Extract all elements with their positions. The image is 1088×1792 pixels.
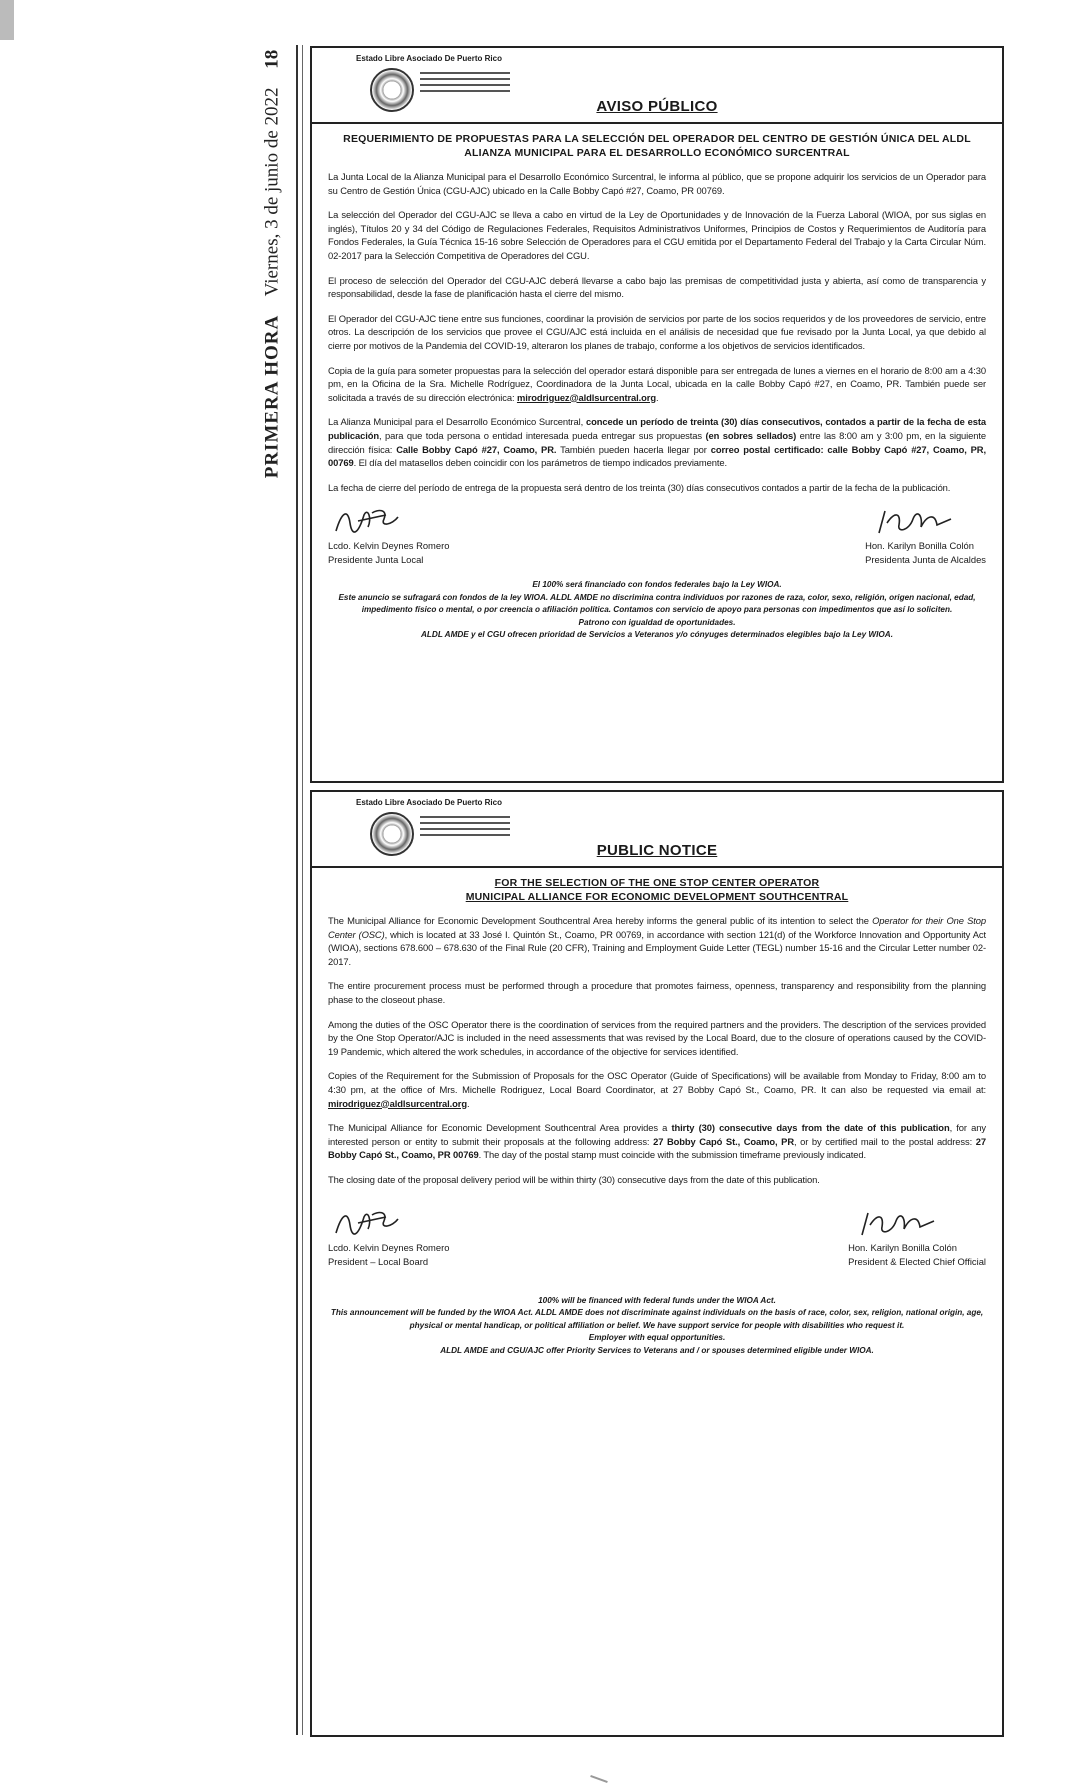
aviso-publico-notice (310, 46, 1004, 783)
paragraph: La Junta Local de la Alianza Municipal para el Desarrollo Económico Surcentral, le informa al público, que se propone adquirir los servicios de un Operador para su Centro de Gestión Única (CGU-AJC) ubicado en la Calle Bobby Capó #27, Coamo, PR 00769. (328, 171, 986, 196)
subtitle-line: MUNICIPAL ALLIANCE FOR ECONOMIC DEVELOPMENT SOUTHCENTRAL (465, 891, 849, 903)
header-divider (312, 866, 1002, 868)
scan-edge (0, 0, 14, 40)
paragraph-text: , for any interested person or entity to submit their proposals at the following address: (328, 1122, 986, 1147)
publication-name: PRIMERA HORA (261, 314, 282, 479)
postal-address: 27 Bobby Capó St., Coamo, PR 00769 (328, 1135, 986, 1161)
notice-footer (328, 579, 986, 642)
side-header-text (261, 50, 283, 479)
signer-title: President & Elected Chief Official (848, 1255, 986, 1267)
paragraph: The entire procurement process must be performed through a procedure that promotes fairness, openness, transparency and responsibility from the planning phase to the closeout phase. (328, 980, 986, 1005)
paragraph (328, 415, 986, 469)
scan-mark (590, 1775, 608, 1783)
paragraph: La fecha de cierre del período de entrega de la propuesta será dentro de los treinta (30) días consecutivos contados a partir de la fecha de la publicación. (328, 481, 951, 493)
signer-name: Lcdo. Kelvin Deynes Romero (328, 1241, 450, 1253)
footer-line: 100% will be financed with federal funds under the WIOA Act. (538, 1295, 776, 1305)
paragraph-text: entre las 8:00 am y 3:00 pm, en la siguiente dirección física: (328, 429, 986, 455)
paragraph: El Operador del CGU-AJC tiene entre sus funciones, coordinar la provisión de servicios por parte de los socios requeridos y de los proveedores de servicio, entre otros. La descripción de los servicios que provee el CGU/AJC está incluida en el análisis de necesidad que fue revisado por la Junta Local, ya que debido al cierre por motivos de la Pandemia del COVID-19, alteraron los planes de trabajo, conforme a los objetivos de servicios identificados. (328, 312, 986, 351)
email-link[interactable]: mirodriguez@aldlsurcentral.org (516, 391, 656, 403)
notice-header (328, 54, 986, 120)
signer-title: Presidente Junta Local (328, 554, 424, 566)
operator-term: Operator for their One Stop Center (OSC) (328, 915, 986, 940)
paragraph-text: También pueden hacerla llegar por (560, 443, 707, 455)
notice-header (328, 798, 986, 864)
paragraph: Copia de la guía para someter propuestas para la selección del operador estará disponible para ser entregada de lunes a viernes en el horario de 8:00 am a 4:30 pm, en la Oficina de la Sra. Michelle Rodríguez, Coordinadora de la Junta Local, ubicada en la calle Bobby Capó #27, en Coamo, PR. También puede ser solicitada a través de su dirección electrónica: mirodriguez@aldlsurcentral.org. (328, 364, 986, 403)
signer-title: Presidenta Junta de Alcaldes (865, 554, 986, 566)
paragraph: El proceso de selección del Operador del CGU-AJC deberá llevarse a cabo bajo las premisas de competitividad justa y abierta, así como de transparencia y responsabilidad, desde la fase de planificación hasta el cierre del mismo. (328, 274, 986, 300)
signature-icon (328, 505, 418, 539)
footer-line: Employer with equal opportunities. (588, 1333, 726, 1342)
signer-name: Lcdo. Kelvin Deynes Romero (328, 540, 450, 552)
signatures (328, 505, 986, 579)
paragraph: The closing date of the proposal delivery period will be within thirty (30) consecutive days from the date of this publication. (328, 1173, 820, 1185)
physical-address: 27 Bobby Capó St., Coamo, PR (653, 1135, 794, 1147)
subtitle-line: FOR THE SELECTION OF THE ONE STOP CENTER OPERATOR (494, 877, 820, 889)
paragraph-text: . El día del matasellos deben coincidir con los parámetros de tiempo indicados previamente. (353, 457, 727, 469)
paragraph: Among the duties of the OSC Operator there is the coordination of services from the required partners and the providers. The description of the services provided by the One Stop Operator/AJC is included in the need assessments that was revised by the Local Board, due to the closure of operations caused by the COVID-19 Pandemic, which altered the work schedules, in accordance of the objective for services identified. (328, 1018, 986, 1057)
paragraph-text: The Municipal Alliance for Economic Development Southcentral Area provides a (328, 1122, 668, 1134)
signer-name: Hon. Karilyn Bonilla Colón (848, 1241, 957, 1253)
signature-left (328, 505, 449, 567)
government-name: Estado Libre Asociado De Puerto Rico (356, 54, 502, 63)
column-rule (296, 45, 298, 1735)
notice-title: AVISO PÚBLICO (596, 98, 718, 115)
deadline-text: thirty (30) consecutive days from the date of this publication (671, 1122, 950, 1134)
signature-right (848, 1207, 986, 1269)
paragraph-text: Copies of the Requirement for the Submission of Proposals for the OSC Operator (Guide of Specifications) will be available from Monday to Friday, 8:00 am to 4:30 pm, at the office of Mrs. Michelle Rodriguez, Local Board Coordinator, at 27 Bobby Capó St., Coamo, PR. It can also be requested via email at: (328, 1070, 986, 1095)
signature-icon (328, 1207, 418, 1241)
paragraph-text: , or by certified mail to the postal address: (794, 1135, 973, 1147)
paragraph (328, 1121, 986, 1162)
email-link[interactable]: mirodriguez@aldlsurcentral.org (328, 1097, 467, 1109)
publication-date: Viernes, 3 de junio de 2022 (261, 87, 282, 297)
public-notice (310, 790, 1004, 1737)
signatures (328, 1207, 986, 1281)
signer-name: Hon. Karilyn Bonilla Colón (865, 540, 974, 552)
signature-right (865, 505, 986, 567)
paragraph-text: , para que toda persona o entidad interesada pueda entregar sus propuestas (379, 429, 702, 441)
paragraph: Copies of the Requirement for the Submission of Proposals for the OSC Operator (Guide of Specifications) will be available from Monday to Friday, 8:00 am to 4:30 pm, at the office of Mrs. Michelle Rodriguez, Local Board Coordinator, at 27 Bobby Capó St., Coamo, PR. It can also be requested via email at: mirodriguez@aldlsurcentral.org. (328, 1070, 986, 1109)
organization-logo-text (420, 812, 510, 840)
signature-icon (865, 505, 965, 539)
notice-footer (328, 1295, 986, 1358)
deadline-text: concede un período de treinta (30) días consecutivos, contados a partir de la fecha de esta publicación (328, 416, 986, 441)
notice-title: PUBLIC NOTICE (596, 842, 718, 859)
footer-line: Este anuncio se sufragará con fondos de la ley WIOA. ALDL AMDE no discrimina contra individuos por razones de raza, color, sexo, religión, origen nacional, edad, impedimento físico o mental, o por creencia o afiliación política. Contamos con servicio de apoyo para personas con impedimentos que así lo soliciten. (338, 592, 976, 615)
header-divider (312, 122, 1002, 124)
paragraph-text: La Alianza Municipal para el Desarrollo Económico Surcentral, (328, 416, 584, 428)
notice-subtitle (328, 876, 986, 904)
column-rule-thin (302, 45, 303, 1735)
footer-line: El 100% será financiado con fondos federales bajo la Ley WIOA. (532, 580, 782, 590)
paragraph (328, 914, 986, 968)
notice-subtitle: REQUERIMIENTO DE PROPUESTAS PARA LA SELECCIÓN DEL OPERADOR DEL CENTRO DE GESTIÓN ÚNICA DEL ALDL ALIANZA MUNICIPAL PARA EL DESARROLLO ECONÓMICO SURCENTRAL (343, 133, 971, 159)
page-number: 18 (261, 49, 282, 69)
paragraph-text: Copia de la guía para someter propuestas para la selección del operador estará disponible para ser entregada de lunes a viernes en el horario de 8:00 am a 4:30 pm, en la Oficina de la Sra. Michelle Rodríguez, Coordinadora de la Junta Local, ubicada en la calle Bobby Capó #27, en Coamo, PR. También puede ser solicitada a través de su dirección electrónica: (328, 364, 986, 403)
footer-line: This announcement will be funded by the WIOA Act. ALDL AMDE does not discriminate against individuals on the basis of race, color, sex, religion, national origin, age, physical or mental handicap, or political affiliation or belief. We have support service for people with disabilities who request it. (330, 1308, 984, 1330)
signer-title: President – Local Board (328, 1255, 429, 1267)
footer-line: ALDL AMDE and CGU/AJC offer Priority Services to Veterans and / or spouses determined eligible under WIOA. (440, 1345, 874, 1355)
paragraph-text: . The day of the postal stamp must coincide with the submission timeframe previously indicated. (478, 1149, 866, 1161)
paragraph-text: The Municipal Alliance for Economic Development Southcentral Area hereby informs the general public of its intention to select the (328, 915, 869, 926)
paragraph: La selección del Operador del CGU-AJC se lleva a cabo en virtud de la Ley de Oportunidades y de Innovación de la Fuerza Laboral (WIOA, por sus siglas en inglés), Títulos 20 y 34 del Código de Regulaciones Federales, Requisitos Administrativos Uniformes, Principios de Costos y Requerimientos de Auditoría para Fondos Federales, la Guía Técnica 15-16 sobre Selección de Operadores para el CGU emitida por el Departamento Federal del Trabajo y la Carta Circular Núm. 02-2017 para la Selección Competitiva de Operadores del CGU. (328, 209, 986, 261)
newspaper-side-header (252, 44, 292, 484)
postal-address: correo postal certificado: calle Bobby Capó #27, Coamo, PR, 00769 (328, 443, 986, 469)
organization-logo-text (420, 68, 510, 96)
sealed-envelopes-text: (en sobres sellados) (705, 429, 797, 441)
signature-left (328, 1207, 449, 1269)
paragraph-text: , which is located at 33 José I. Quintón St., Coamo, PR 00769, in accordance with section 121(d) of the Workforce Innovation and Opportunity Act (WIOA), sections 678.600 – 678.630 of the Final Rule (20 CFR), Training and Employment Guide Letter (TEGL) number 15-16 and the Circular Letter number 02-2017. (328, 928, 986, 967)
government-name: Estado Libre Asociado De Puerto Rico (356, 798, 502, 807)
footer-line: Patrono con igualdad de oportunidades. (578, 617, 736, 627)
signature-icon (848, 1207, 948, 1241)
footer-line: ALDL AMDE y el CGU ofrecen prioridad de Servicios a Veteranos y/o cónyuges determinados elegibles bajo la Ley WIOA. (421, 630, 893, 640)
physical-address: Calle Bobby Capó #27, Coamo, PR. (396, 443, 557, 455)
